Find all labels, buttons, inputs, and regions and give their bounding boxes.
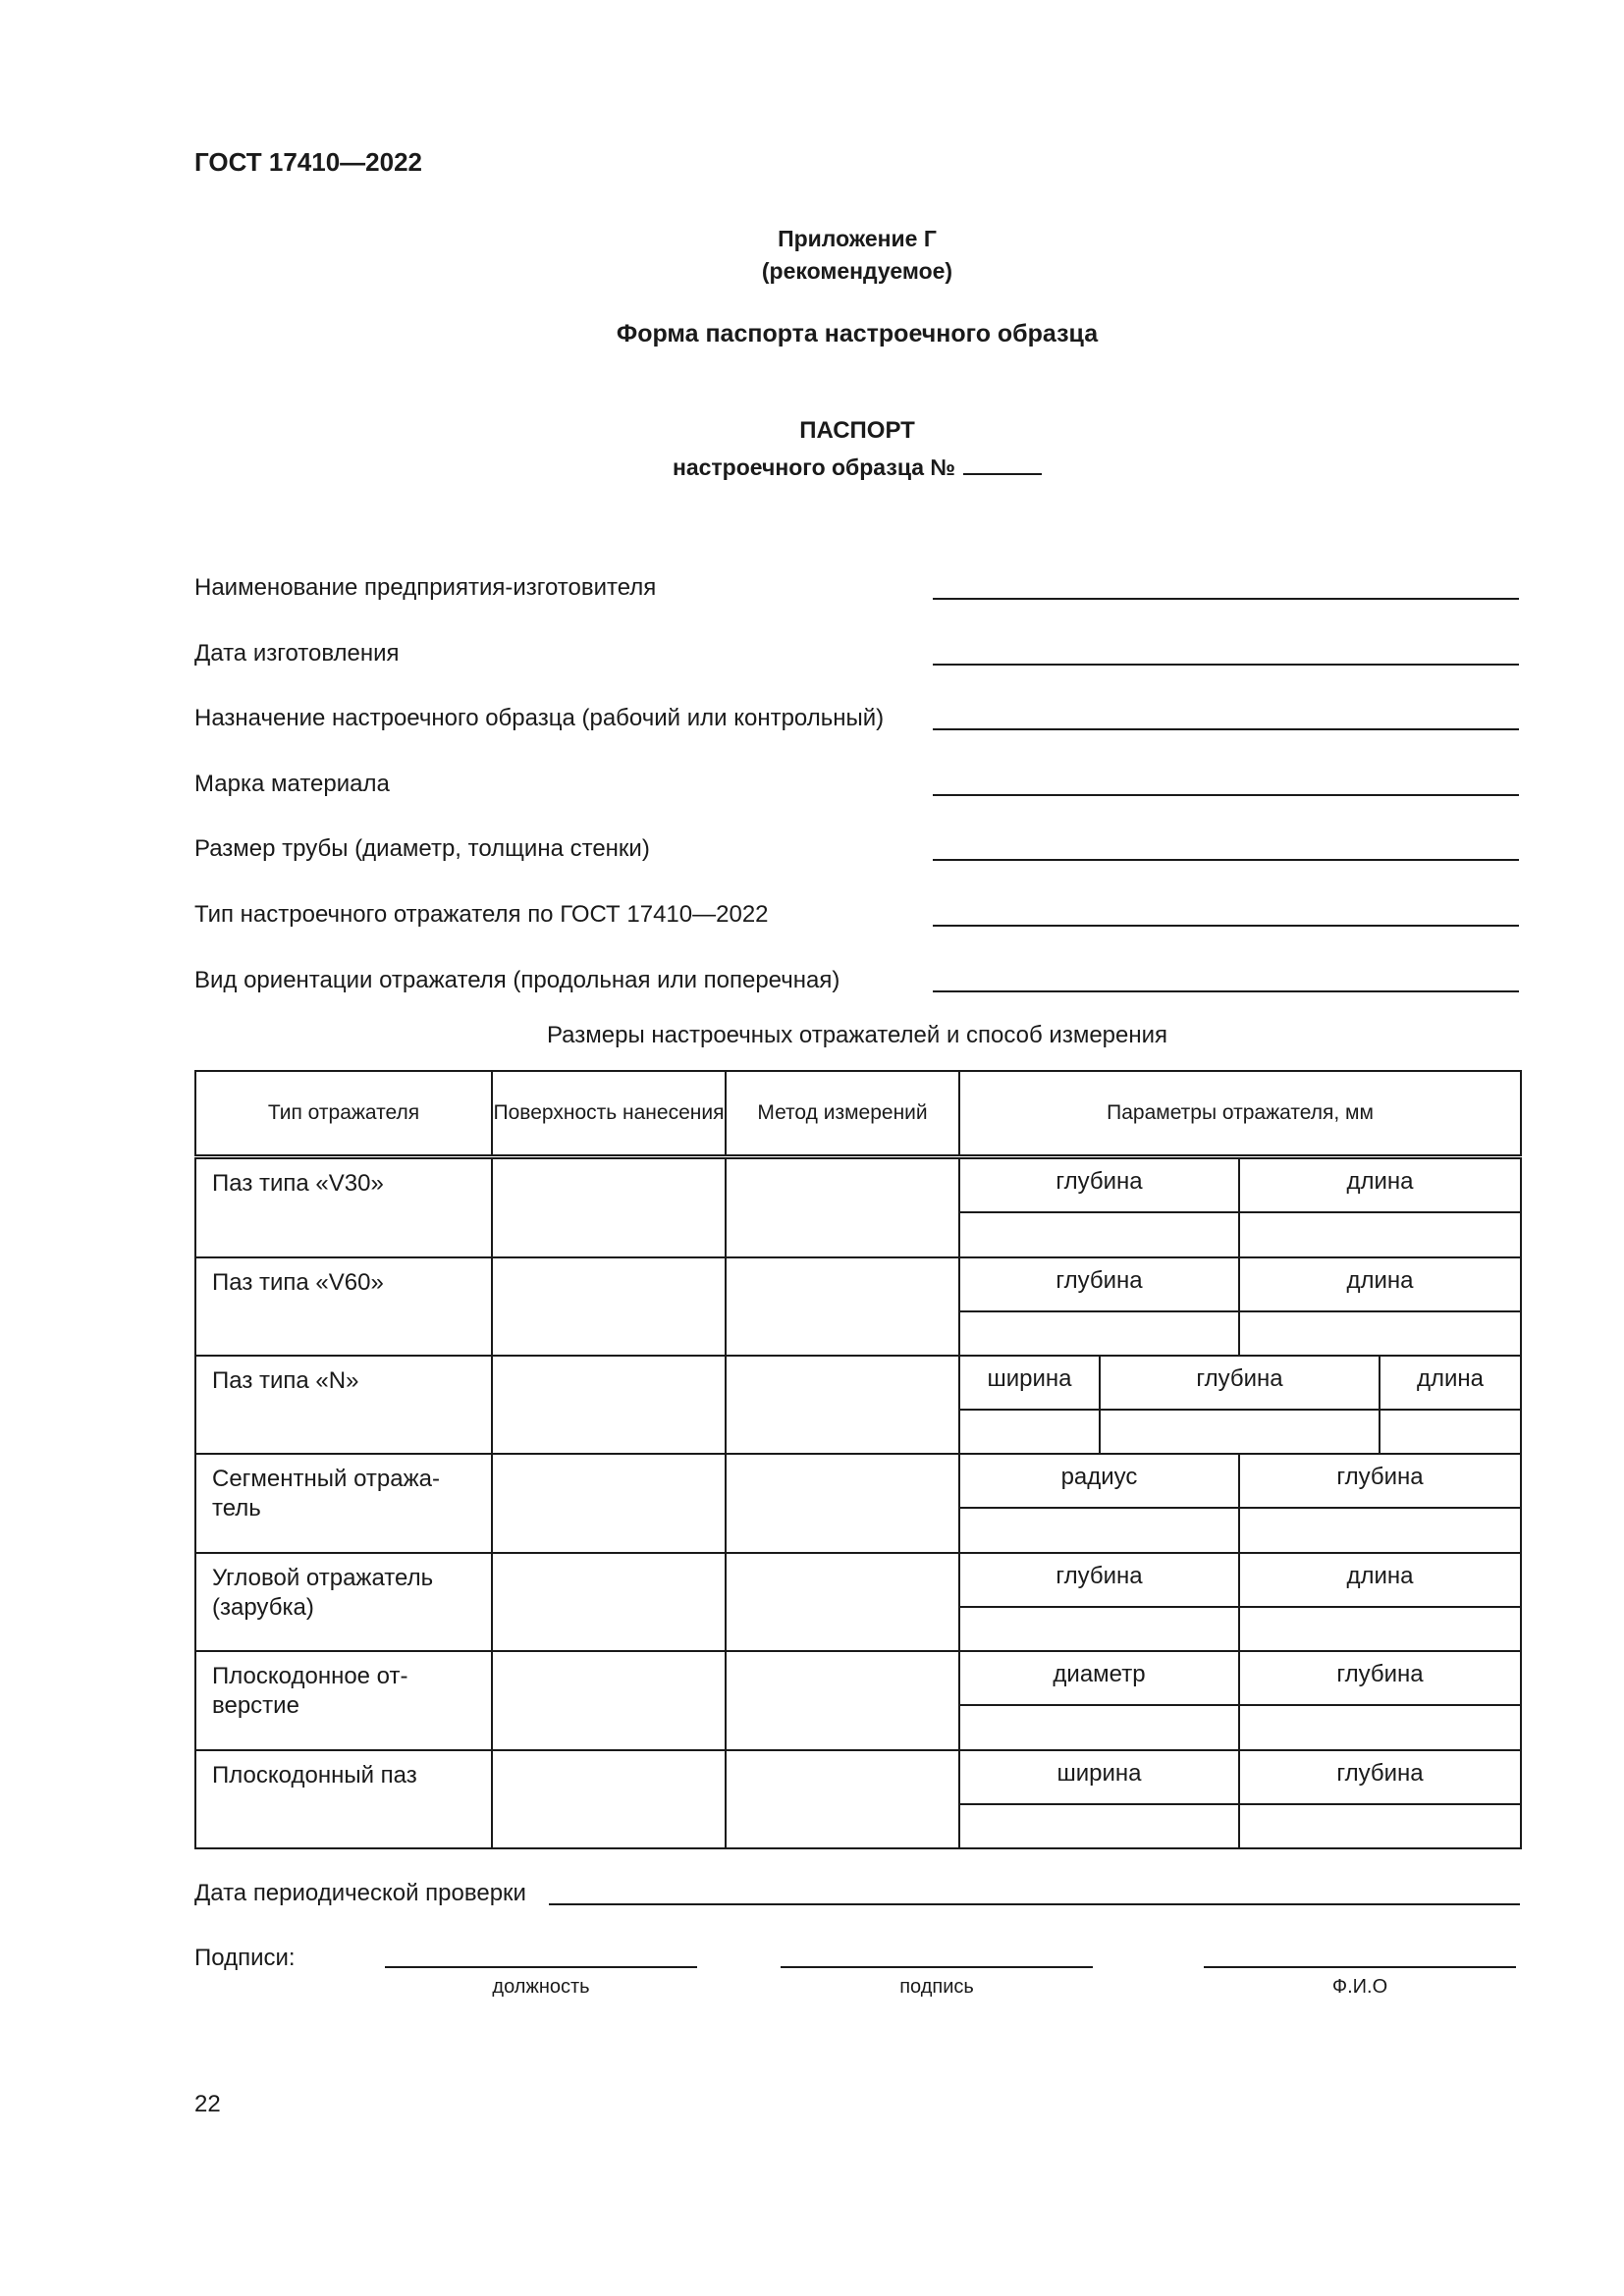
table-row bbox=[195, 1750, 1521, 1804]
field-label-reflector-type: Тип настроечного отражателя по ГОСТ 17410—2022 bbox=[194, 901, 769, 928]
method-cell[interactable] bbox=[726, 1157, 959, 1257]
periodic-check-label: Дата периодической проверки bbox=[194, 1880, 526, 1906]
field-line-reflector-type[interactable] bbox=[933, 925, 1519, 927]
field-label-material-grade: Марка материала bbox=[194, 771, 390, 797]
param-value-cell[interactable] bbox=[1239, 1212, 1521, 1256]
passport-subtitle-text: настроечного образца № bbox=[672, 454, 956, 480]
field-label-orientation: Вид ориентации отражателя (продольная или поперечная) bbox=[194, 967, 840, 993]
field-line-orientation[interactable] bbox=[933, 990, 1519, 992]
table-row bbox=[195, 1257, 1521, 1311]
field-label-manufacture-date: Дата изготовления bbox=[194, 640, 400, 667]
table-caption: Размеры настроечных отражателей и способ измерения bbox=[546, 1022, 1168, 1048]
document-code: ГОСТ 17410—2022 bbox=[194, 147, 422, 177]
param-value-cell[interactable] bbox=[959, 1705, 1239, 1749]
method-cell[interactable] bbox=[726, 1257, 959, 1356]
reflector-parameters-table bbox=[194, 1070, 1522, 1849]
header-method: Метод измерений bbox=[726, 1071, 959, 1157]
param-label: радиус bbox=[959, 1454, 1239, 1508]
field-label-pipe-size: Размер трубы (диаметр, толщина стенки) bbox=[194, 835, 650, 862]
param-label: ширина bbox=[959, 1750, 1239, 1804]
param-value-cell[interactable] bbox=[1239, 1804, 1521, 1848]
param-value-cell[interactable] bbox=[1100, 1410, 1380, 1454]
surface-cell[interactable] bbox=[492, 1356, 726, 1454]
param-label: длина bbox=[1380, 1356, 1521, 1410]
field-line-manufacturer[interactable] bbox=[933, 598, 1519, 600]
surface-cell[interactable] bbox=[492, 1651, 726, 1749]
sig-signature-caption: подпись bbox=[899, 1976, 974, 1998]
method-cell[interactable] bbox=[726, 1356, 959, 1454]
method-cell[interactable] bbox=[726, 1651, 959, 1749]
header-surface: Поверхность нанесения bbox=[492, 1071, 726, 1157]
sig-signature-line[interactable] bbox=[781, 1966, 1093, 1968]
page-number: 22 bbox=[194, 2091, 221, 2117]
param-label: длина bbox=[1239, 1257, 1521, 1311]
passport-subtitle bbox=[0, 452, 1624, 481]
row-name: Паз типа «V60» bbox=[195, 1257, 492, 1356]
annex-type: (рекомендуемое) bbox=[761, 258, 953, 284]
param-value-cell[interactable] bbox=[1239, 1607, 1521, 1651]
sig-position-line[interactable] bbox=[385, 1966, 697, 1968]
sig-position-caption: должность bbox=[492, 1976, 590, 1998]
param-label: глубина bbox=[1100, 1356, 1380, 1410]
method-cell[interactable] bbox=[726, 1454, 959, 1552]
param-label: глубина bbox=[1239, 1454, 1521, 1508]
param-label: длина bbox=[1239, 1157, 1521, 1213]
row-name: Плоскодонное от-верстие bbox=[195, 1651, 492, 1749]
param-value-cell[interactable] bbox=[959, 1804, 1239, 1848]
row-name: Паз типа «N» bbox=[195, 1356, 492, 1454]
header-parameters: Параметры отражателя, мм bbox=[959, 1071, 1521, 1157]
param-label: глубина bbox=[1239, 1651, 1521, 1705]
param-value-cell[interactable] bbox=[959, 1508, 1239, 1552]
param-value-cell[interactable] bbox=[1239, 1508, 1521, 1552]
param-value-cell[interactable] bbox=[959, 1311, 1239, 1356]
param-label: диаметр bbox=[959, 1651, 1239, 1705]
row-name: Паз типа «V30» bbox=[195, 1157, 492, 1257]
param-value-cell[interactable] bbox=[959, 1410, 1100, 1454]
field-line-purpose[interactable] bbox=[933, 728, 1519, 730]
field-line-pipe-size[interactable] bbox=[933, 859, 1519, 861]
sig-name-line[interactable] bbox=[1204, 1966, 1516, 1968]
param-value-cell[interactable] bbox=[1239, 1705, 1521, 1749]
table-row bbox=[195, 1157, 1521, 1213]
row-name: Угловой отражатель (зарубка) bbox=[195, 1553, 492, 1651]
field-line-material-grade[interactable] bbox=[933, 794, 1519, 796]
table-row bbox=[195, 1454, 1521, 1508]
method-cell[interactable] bbox=[726, 1553, 959, 1651]
param-label: глубина bbox=[1239, 1750, 1521, 1804]
param-label: глубина bbox=[959, 1157, 1239, 1213]
surface-cell[interactable] bbox=[492, 1454, 726, 1552]
passport-title: ПАСПОРТ bbox=[799, 417, 915, 444]
param-value-cell[interactable] bbox=[959, 1212, 1239, 1256]
param-label: глубина bbox=[959, 1257, 1239, 1311]
periodic-check-line[interactable] bbox=[549, 1903, 1520, 1905]
form-title: Форма паспорта настроечного образца bbox=[616, 320, 1099, 347]
surface-cell[interactable] bbox=[492, 1553, 726, 1651]
surface-cell[interactable] bbox=[492, 1157, 726, 1257]
table-row bbox=[195, 1553, 1521, 1607]
param-value-cell[interactable] bbox=[1239, 1311, 1521, 1356]
param-value-cell[interactable] bbox=[959, 1607, 1239, 1651]
signatures-label: Подписи: bbox=[194, 1945, 296, 1971]
row-name: Плоскодонный паз bbox=[195, 1750, 492, 1848]
field-line-manufacture-date[interactable] bbox=[933, 664, 1519, 666]
param-label: длина bbox=[1239, 1553, 1521, 1607]
table-row bbox=[195, 1651, 1521, 1705]
param-label: глубина bbox=[959, 1553, 1239, 1607]
method-cell[interactable] bbox=[726, 1750, 959, 1848]
row-name: Сегментный отража-тель bbox=[195, 1454, 492, 1552]
table-header-row bbox=[195, 1071, 1521, 1157]
sig-name-caption: Ф.И.О bbox=[1331, 1976, 1388, 1998]
annex-title: Приложение Г bbox=[778, 226, 937, 251]
surface-cell[interactable] bbox=[492, 1750, 726, 1848]
surface-cell[interactable] bbox=[492, 1257, 726, 1356]
header-reflector-type: Тип отражателя bbox=[195, 1071, 492, 1157]
field-label-manufacturer: Наименование предприятия-изготовителя bbox=[194, 574, 657, 601]
param-value-cell[interactable] bbox=[1380, 1410, 1521, 1454]
passport-number-field[interactable] bbox=[963, 452, 1042, 475]
table-row bbox=[195, 1356, 1521, 1410]
field-label-purpose: Назначение настроечного образца (рабочий или контрольный) bbox=[194, 705, 885, 731]
param-label: ширина bbox=[959, 1356, 1100, 1410]
